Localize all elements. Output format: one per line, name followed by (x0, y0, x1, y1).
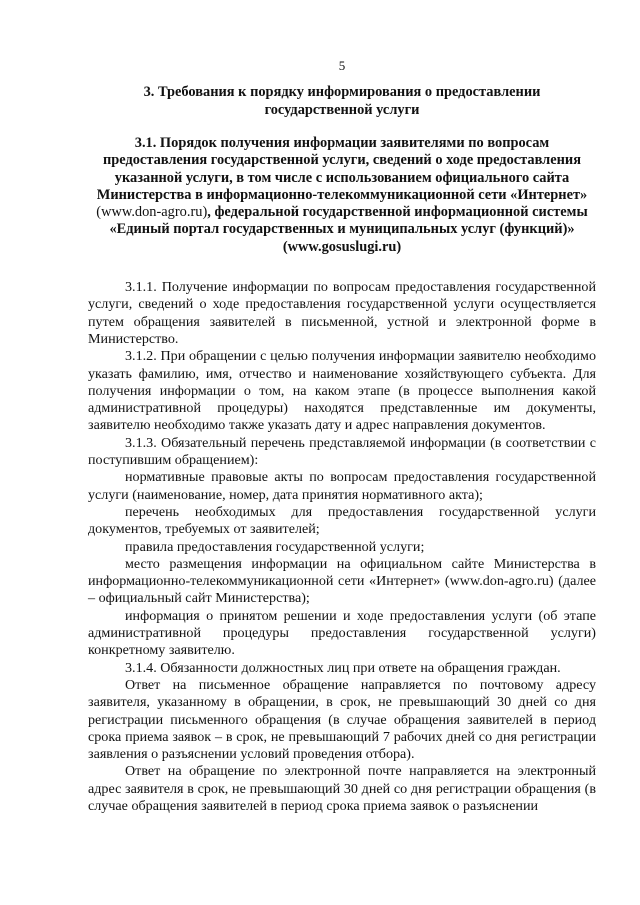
subsection-title-line: Министерства в информационно-телекоммуникационной сети «Интернет» (96, 186, 588, 203)
subsection-title-line: , федеральной государственной информационной системы (207, 204, 588, 221)
subsection-title-line: предоставления государственной услуги, сведений о ходе предоставления (102, 152, 582, 169)
section-title (88, 84, 596, 119)
list-item-documents: перечень необходимых для предоставления государственной услуги документов, требуемых от заявителей; (88, 503, 596, 538)
document-body (88, 279, 596, 815)
section-title-line: 3. Требования к порядку информирования о предоставлении (143, 84, 541, 100)
section-title-line: государственной услуги (264, 101, 420, 118)
page-number: 5 (338, 58, 346, 73)
paragraph-3-1-2: 3.1.2. При обращении с целью получения информации заявителю необходимо указать фамилию, имя, отчество и наименование хозяйствующего субъекта. Для получения информации о том, на каком этапе (в процессе выполнения какой административной процедуры) находятся представленные им документы, заявителю необходимо также указать дату и адрес направления документов. (88, 348, 596, 434)
paragraph-3-1-1: 3.1.1. Получение информации по вопросам предоставления государственной услуги, сведений о ходе предоставления государственной услуги осуществляется путем обращения заявителей в письменной, устной и электронной форме в Министерство. (88, 279, 596, 347)
subsection-title-line: 3.1. Порядок получения информации заявителями по вопросам (134, 135, 550, 151)
list-item-decision-info: информация о принятом решении и ходе предоставления услуги (об этапе административной процедуры предоставления государственной услуги) конкретному заявителю. (88, 607, 596, 659)
paragraph-email-reply: Ответ на обращение по электронной почте направляется на электронный адрес заявителя в срок, не превышающий 30 дней со дня регистрации обращения (в случае обращения заявителей в период срока приема заявок о разъяснении (88, 763, 596, 814)
list-item-rules: правила предоставления государственной услуги; (125, 538, 425, 555)
list-item-website: место размещения информации на официальном сайте Министерства в информационно-телекоммуникационной сети «Интернет» (www.don-agro.ru) (далее – официальный сайт Министерства); (88, 555, 596, 607)
paragraph-written-reply: Ответ на письменное обращение направляется по почтовому адресу заявителя, указанному в обращении, в срок, не превышающий 30 дней со дня регистрации письменного обращения (в случае обращения заявителей в период срока приема заявок – в срок, не превышающий 7 рабочих дней со дня регистрации заявления о разъяснении условий проведения отбора). (88, 676, 596, 763)
subsection-title (88, 135, 596, 256)
paragraph-3-1-3: 3.1.3. Обязательный перечень представляемой информации (в соответствии с поступившим обращением): (88, 434, 596, 469)
list-item-normative-acts: нормативные правовые акты по вопросам предоставления государственной услуги (наименование, номер, дата принятия нормативного акта); (88, 469, 596, 503)
site-url-text: (www.don-agro.ru) (96, 204, 208, 221)
subsection-title-line: «Единый портал государственных и муниципальных услуг (функций)» (109, 221, 575, 238)
subsection-title-line: (www.gosuslugi.ru) (282, 238, 402, 255)
paragraph-3-1-4: 3.1.4. Обязанности должностных лиц при ответе на обращения граждан. (125, 659, 561, 676)
subsection-title-line: указанной услуги, в том числе с использованием официального сайта (114, 169, 570, 186)
